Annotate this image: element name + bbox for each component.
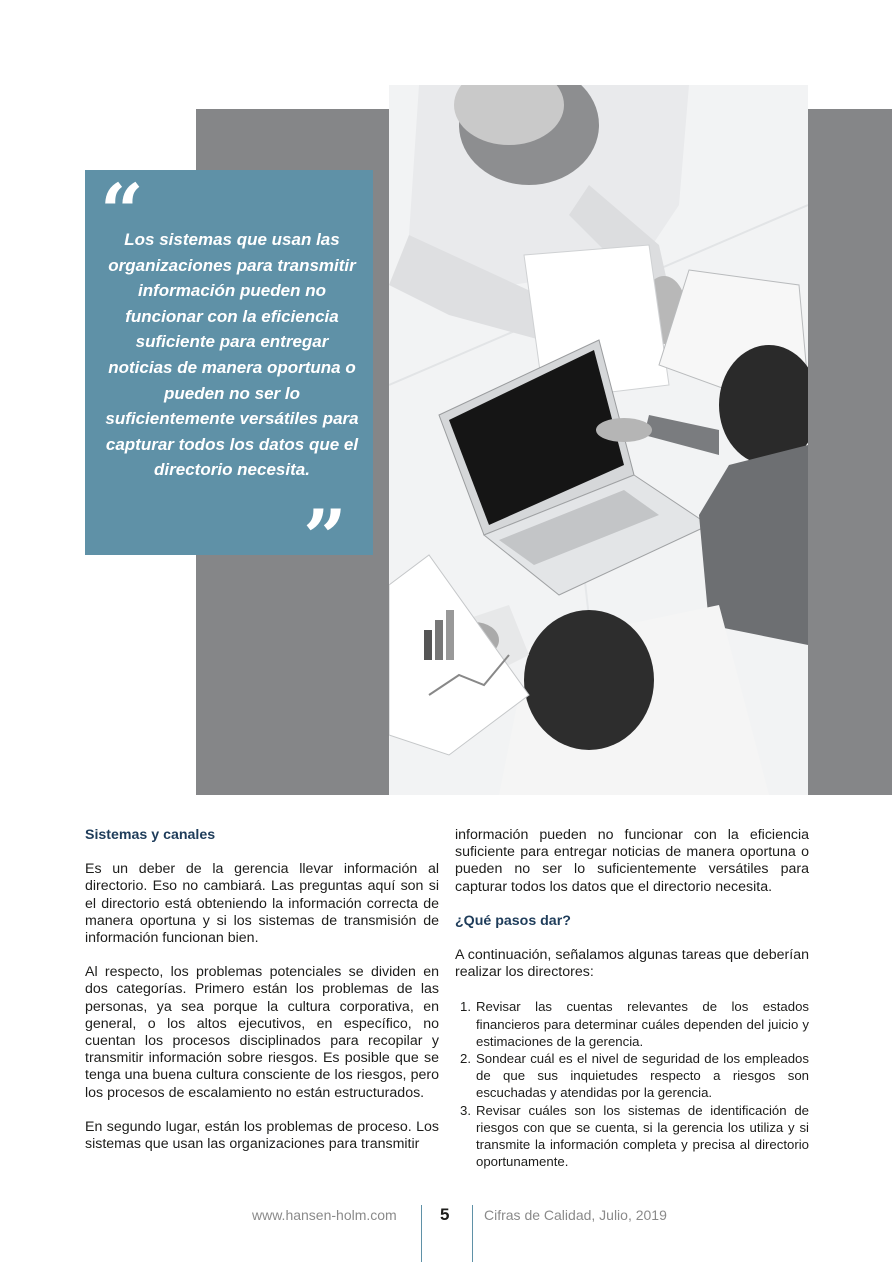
task-list: [455, 998, 809, 1170]
paragraph-3-end: información pueden no funcionar con la eficiencia suficiente para entregar noticias de manera oportuna o pueden no ser lo suficientemente versátiles para capturar todos los datos que el directorio necesita.: [455, 827, 809, 895]
paragraph-1: Es un deber de la gerencia llevar información al directorio. Eso no cambiará. Las preguntas aquí son si el directorio está obteniendo la información correcta de manera oportuna y si los sistemas de transmisión de información funcionan bien.: [85, 861, 439, 947]
paragraph-2: Al respecto, los problemas potenciales se dividen en dos categorías. Primero están los problemas de las personas, ya sea porque la cultura corporativa, en general, o los altos ejecutivos, en específico, no cuentan los procesos disciplinados para recopilar y transmitir información sobre riesgos. Es posible que se tenga una buena cultura consciente de los riesgos, pero los procesos de escalamiento no están estructurados.: [85, 964, 439, 1101]
open-quote-icon: “: [100, 167, 144, 256]
list-item: 3. Revisar cuáles son los sistemas de identificación de riesgos con que se cuenta, si la gerencia los utiliza y si transmite la información completa y precisa al directorio oportunamente.: [460, 1102, 809, 1170]
footer-publication: Cifras de Calidad, Julio, 2019: [484, 1207, 667, 1223]
paragraph-4: A continuación, señalamos algunas tareas que deberían realizar los directores:: [455, 947, 809, 981]
list-item: 2. Sondear cuál es el nivel de seguridad de los empleados de que sus inquietudes respecto a riesgos son escuchadas y atendidas por la gerencia.: [460, 1051, 809, 1101]
section-heading-sistemas: Sistemas y canales: [85, 827, 216, 843]
article-column-right: [455, 827, 809, 1170]
pull-quote-box: [85, 167, 373, 582]
footer-divider-left: [421, 1205, 422, 1262]
list-item: 1. Revisar las cuentas relevantes de los estados financieros para determinar cuáles dependen del juicio y estimaciones de la gerencia.: [460, 999, 809, 1049]
meeting-photo: [389, 85, 808, 795]
footer-website: www.hansen-holm.com: [252, 1207, 397, 1223]
pull-quote-text: Los sistemas que usan las organizaciones para transmitir información pueden no funcionar con la eficiencia suficiente para entregar noticias de manera oportuna o pueden no ser lo suficientemente versátiles para capturar todos los datos que el directorio necesita.: [105, 230, 359, 480]
paragraph-3-start: En segundo lugar, están los problemas de proceso. Los sistemas que usan las organizaciones para transmitir: [85, 1118, 439, 1153]
footer-divider-right: [472, 1205, 473, 1262]
page-number: 5: [440, 1205, 450, 1224]
section-heading-pasos: ¿Qué pasos dar?: [455, 912, 571, 929]
article-column-left: [85, 827, 439, 1153]
close-quote-icon: ”: [303, 493, 347, 582]
